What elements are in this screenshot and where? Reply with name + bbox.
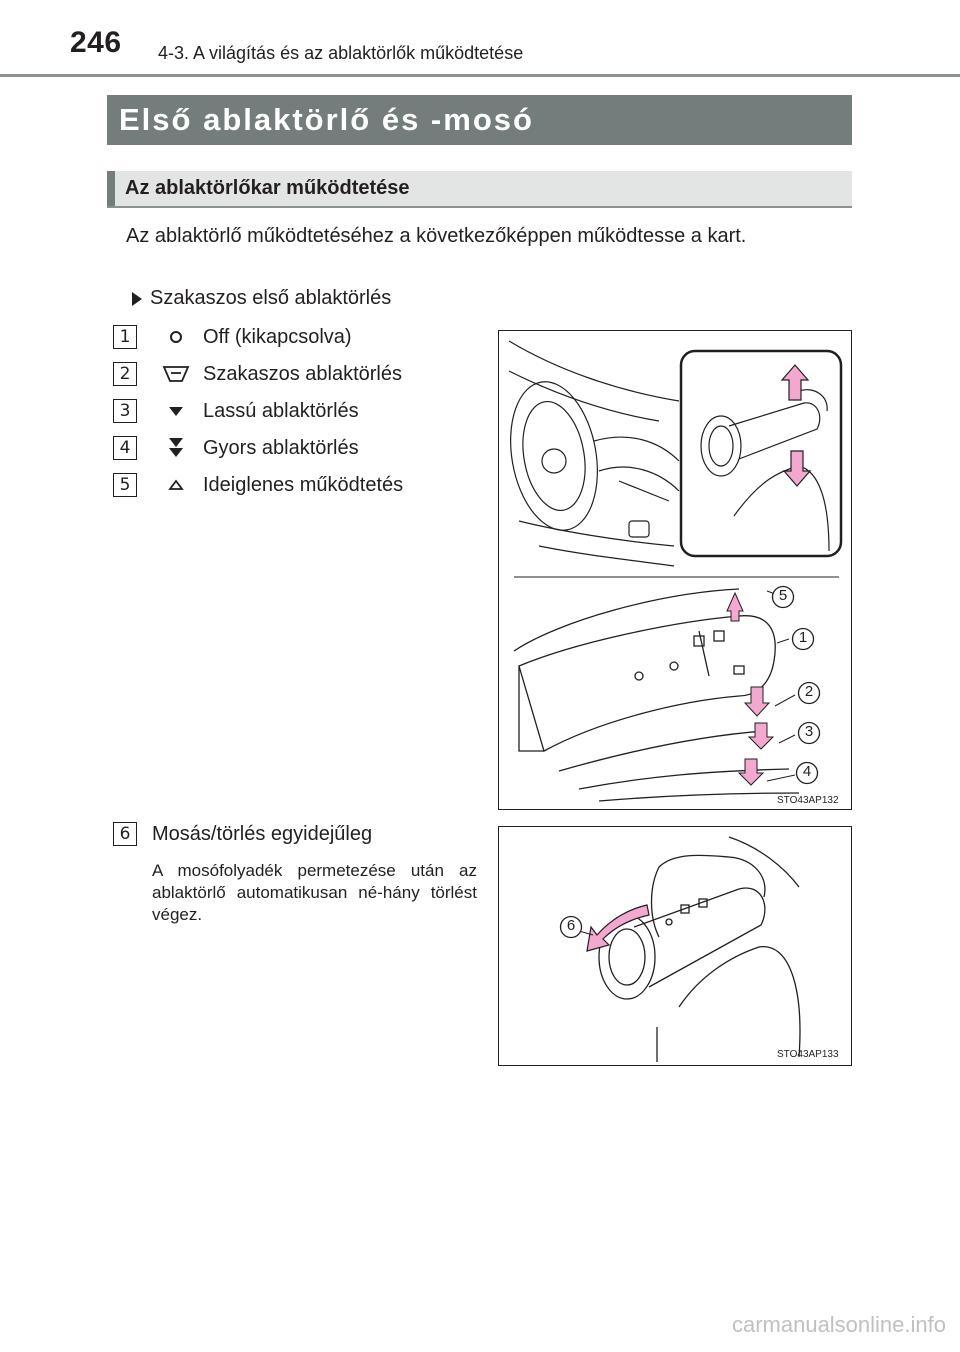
list-item [113, 470, 403, 500]
subsection-marker [107, 171, 115, 206]
wash-label: Mosás/törlés egyidejűleg [152, 822, 373, 845]
wiper-lever-figure [498, 330, 852, 810]
subsection-title: Az ablaktörlőkar működtetése [125, 177, 410, 199]
off-circle-icon [157, 330, 195, 344]
double-triangle-down-icon [157, 437, 195, 459]
intro-text: Az ablaktörlő működtetéséhez a következőképpen működtesse a kart. [126, 225, 747, 247]
item-number: 6 [113, 822, 137, 846]
bullet-heading [132, 287, 391, 310]
item-number: 5 [113, 473, 137, 497]
item-label: Off (kikapcsolva) [203, 325, 352, 348]
washer-illustration [499, 827, 850, 1064]
callout-number: 3 [804, 723, 814, 740]
list-item [113, 322, 352, 352]
list-item [113, 396, 359, 426]
item-label: Lassú ablaktörlés [203, 399, 359, 422]
wash-item [113, 822, 372, 846]
item-number: 1 [113, 325, 137, 349]
callout-number: 4 [802, 763, 812, 780]
triangle-up-outline-icon [157, 479, 195, 491]
item-label: Szakaszos ablaktörlés [203, 362, 402, 385]
single-triangle-down-icon [157, 405, 195, 417]
item-label: Ideiglenes működtetés [203, 473, 404, 496]
callout-3 [797, 721, 821, 750]
figure-code: STO43AP132 [777, 795, 839, 806]
section-title-bar [107, 95, 852, 145]
intermittent-wiper-icon [157, 364, 195, 384]
washer-figure [498, 826, 852, 1066]
callout-number: 5 [778, 587, 788, 604]
callout-number: 1 [798, 629, 808, 646]
item-label: Gyors ablaktörlés [203, 436, 359, 459]
chapter-title: 4-3. A világítás és az ablaktörlők működtetése [158, 43, 524, 63]
callout-2 [797, 681, 821, 710]
callout-1 [791, 627, 815, 656]
list-item [113, 433, 359, 463]
wash-note: A mosófolyadék permetezése után az ablaktörlő automatikusan né-hány törlést végez. [152, 861, 477, 924]
item-number: 4 [113, 436, 137, 460]
item-number: 3 [113, 399, 137, 423]
callout-5 [771, 585, 795, 614]
callout-number: 2 [804, 683, 814, 700]
callout-6 [559, 915, 583, 944]
callout-number: 6 [566, 917, 576, 934]
item-number: 2 [113, 362, 137, 386]
page-number: 246 [70, 26, 122, 59]
figure-code: STO43AP133 [777, 1049, 839, 1060]
bullet-text: Szakaszos első ablaktörlés [150, 287, 392, 309]
section-title: Első ablaktörlő és -mosó [119, 102, 534, 137]
list-item [113, 359, 402, 389]
watermark: carmanualsonline.info [731, 1312, 946, 1337]
subsection-title-bar [107, 171, 852, 208]
callout-4 [795, 761, 819, 790]
bullet-triangle-icon [132, 292, 142, 306]
header-rule [0, 74, 960, 77]
